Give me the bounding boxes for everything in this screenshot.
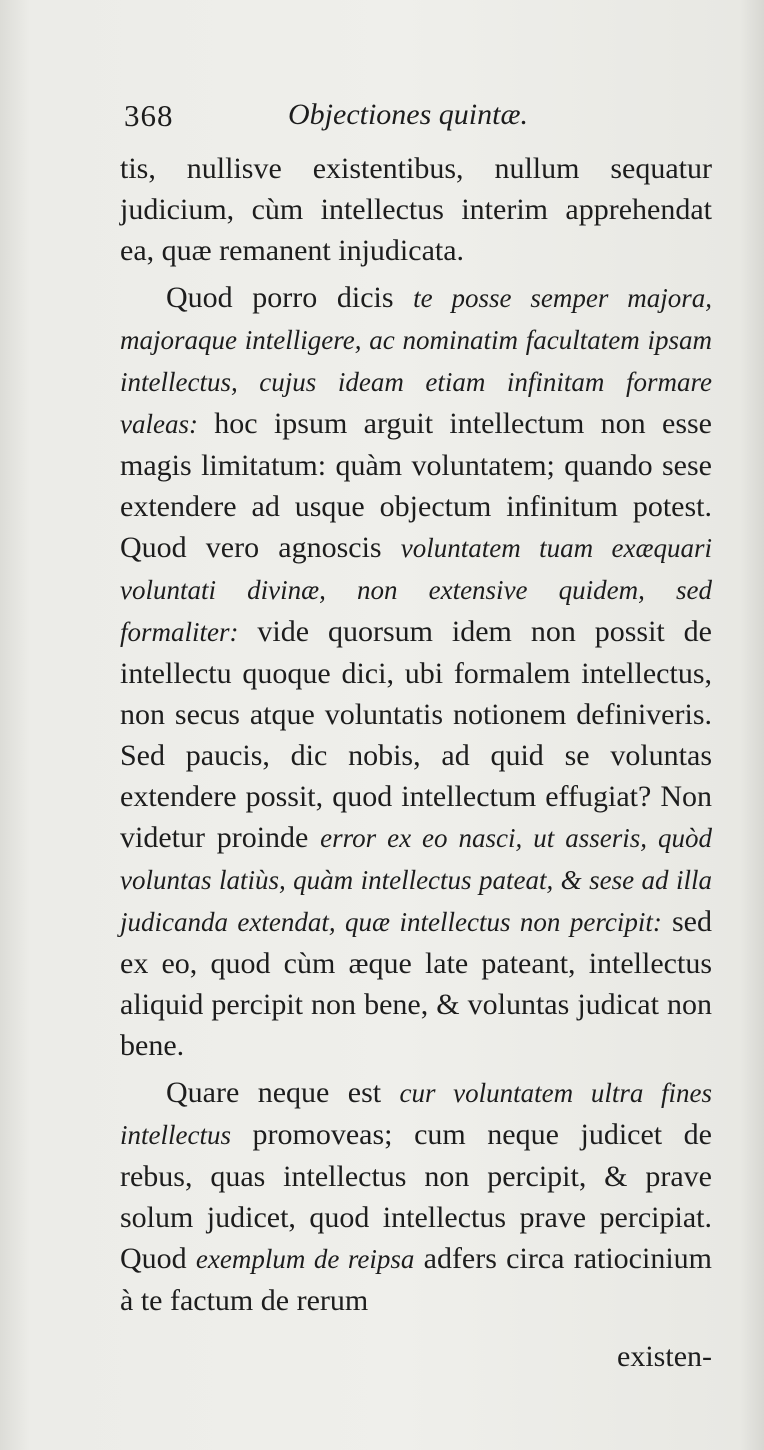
italic-quotation: exemplum de reipsa xyxy=(195,1244,415,1274)
italic-quotation: error ex eo nasci, ut asseris, quòd voluntas latiùs, quàm intellectus pateat, & sese ad illa judicanda extendat, quæ intellectus non percipit: xyxy=(120,823,712,937)
body-text xyxy=(120,148,712,1321)
running-head: Objectiones quintæ. xyxy=(288,98,528,131)
paragraph-1 xyxy=(120,148,712,271)
italic-quotation: cur voluntatem ultra fines intellectus xyxy=(120,1078,712,1150)
text-run: Quare neque est xyxy=(166,1076,400,1109)
text-run: promoveas; cum neque judicet de rebus, quas intellectus non percipit, & prave solum judicet, quod intellectus prave percipiat. Quod xyxy=(120,1118,712,1275)
italic-quotation: voluntatem tuam exæquari voluntati divinæ, non extensive quidem, sed formaliter: xyxy=(120,533,712,647)
text-run: Quod porro dicis xyxy=(166,281,414,314)
text-run: tis, nullisve existentibus, nullum sequatur judicium, cùm intellectus interim apprehendat ea, quæ remanent injudicata. xyxy=(120,152,712,267)
text-run: hoc ipsum arguit intellectum non esse magis limitatum: quàm voluntatem; quando sese extendere ad usque objectum infinitum potest. Quod vero agnoscis xyxy=(120,407,712,564)
text-run: sed ex eo, quod cùm æque late pateant, intellectus aliquid percipit non bene, & voluntas judicat non bene. xyxy=(120,905,712,1062)
paragraph-3 xyxy=(120,1072,712,1321)
paragraph-2 xyxy=(120,277,712,1066)
page-number: 368 xyxy=(124,98,174,133)
page-header xyxy=(124,98,684,138)
text-run: vide quorsum idem non possit de intellectu quoque dici, ubi formalem intellectus, non secus atque voluntatis notionem definiveris. Sed paucis, dic nobis, ad quid se voluntas extendere possit, quod intellectum effugiat? Non videtur proinde xyxy=(120,615,712,854)
text-run: adfers circa ratiocinium à te factum de rerum xyxy=(120,1242,712,1317)
italic-quotation: te posse semper majora, majoraque intelligere, ac nominatim facultatem ipsam intellectus, cujus ideam etiam infinitam formare valeas: xyxy=(120,283,712,439)
catchword: existen- xyxy=(617,1340,712,1373)
